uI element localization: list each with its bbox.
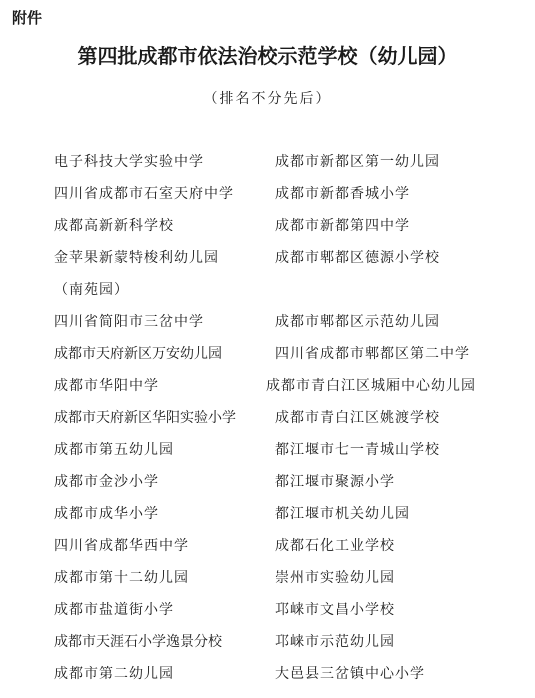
list-row bbox=[0, 246, 535, 278]
school-name-left: 电子科技大学实验中学 bbox=[54, 154, 204, 170]
school-name-continuation: （南苑园） bbox=[54, 282, 129, 298]
page-title: 第四批成都市依法治校示范学校（幼儿园） bbox=[77, 44, 458, 68]
list-row bbox=[0, 150, 535, 182]
list-row bbox=[0, 566, 535, 598]
school-name-left: 成都市金沙小学 bbox=[54, 474, 159, 490]
list-row bbox=[0, 598, 535, 630]
school-name-right: 邛崃市示范幼儿园 bbox=[275, 634, 395, 650]
attachment-label: 附件 bbox=[12, 9, 43, 27]
school-name-right: 都江堰市七一青城山学校 bbox=[275, 442, 440, 458]
school-name-left: 成都市天府新区华阳实验小学 bbox=[54, 410, 236, 426]
school-name-left: 成都市天涯石小学逸景分校 bbox=[54, 634, 222, 650]
list-row bbox=[0, 502, 535, 534]
list-row bbox=[0, 438, 535, 470]
school-name-left: 金苹果新蒙特梭利幼儿园 bbox=[54, 250, 219, 266]
list-row bbox=[0, 374, 535, 406]
school-name-left: 成都市第二幼儿园 bbox=[54, 666, 174, 682]
list-row bbox=[0, 214, 535, 246]
school-name-right: 成都石化工业学校 bbox=[275, 538, 395, 554]
school-name-left: 成都市天府新区万安幼儿园 bbox=[54, 346, 222, 362]
school-name-right: 都江堰市机关幼儿园 bbox=[275, 506, 410, 522]
list-row bbox=[0, 470, 535, 502]
school-name-left: 成都市华阳中学 bbox=[54, 378, 159, 394]
school-name-right: 都江堰市聚源小学 bbox=[275, 474, 395, 490]
list-row bbox=[0, 534, 535, 566]
page-subtitle: （排名不分先后） bbox=[203, 91, 332, 107]
list-row bbox=[0, 182, 535, 214]
school-name-left: 成都高新新科学校 bbox=[54, 218, 174, 234]
school-name-right: 成都市青白江区城厢中心幼儿园 bbox=[266, 378, 476, 394]
school-name-right: 成都市青白江区姚渡学校 bbox=[275, 410, 440, 426]
school-name-right: 成都市郫都区德源小学校 bbox=[275, 250, 440, 266]
school-list bbox=[0, 150, 535, 694]
school-name-right: 成都市郫都区示范幼儿园 bbox=[275, 314, 440, 330]
list-row bbox=[0, 342, 535, 374]
school-name-right: 成都市新都香城小学 bbox=[275, 186, 410, 202]
list-row bbox=[0, 406, 535, 438]
list-row bbox=[0, 310, 535, 342]
list-row bbox=[0, 630, 535, 662]
school-name-left: 成都市第五幼儿园 bbox=[54, 442, 174, 458]
school-name-left: 四川省成都华西中学 bbox=[54, 538, 189, 554]
list-row bbox=[0, 662, 535, 694]
school-name-left: 成都市第十二幼儿园 bbox=[54, 570, 189, 586]
list-row bbox=[0, 278, 535, 310]
school-name-right: 邛崃市文昌小学校 bbox=[275, 602, 395, 618]
school-name-left: 成都市盐道街小学 bbox=[54, 602, 174, 618]
school-name-left: 四川省简阳市三岔中学 bbox=[54, 314, 204, 330]
school-name-left: 四川省成都市石室天府中学 bbox=[54, 186, 234, 202]
school-name-right: 成都市新都第四中学 bbox=[275, 218, 410, 234]
school-name-right: 四川省成都市郫都区第二中学 bbox=[275, 346, 470, 362]
school-name-right: 大邑县三岔镇中心小学 bbox=[275, 666, 425, 682]
school-name-right: 崇州市实验幼儿园 bbox=[275, 570, 395, 586]
school-name-right: 成都市新都区第一幼儿园 bbox=[275, 154, 440, 170]
school-name-left: 成都市成华小学 bbox=[54, 506, 159, 522]
